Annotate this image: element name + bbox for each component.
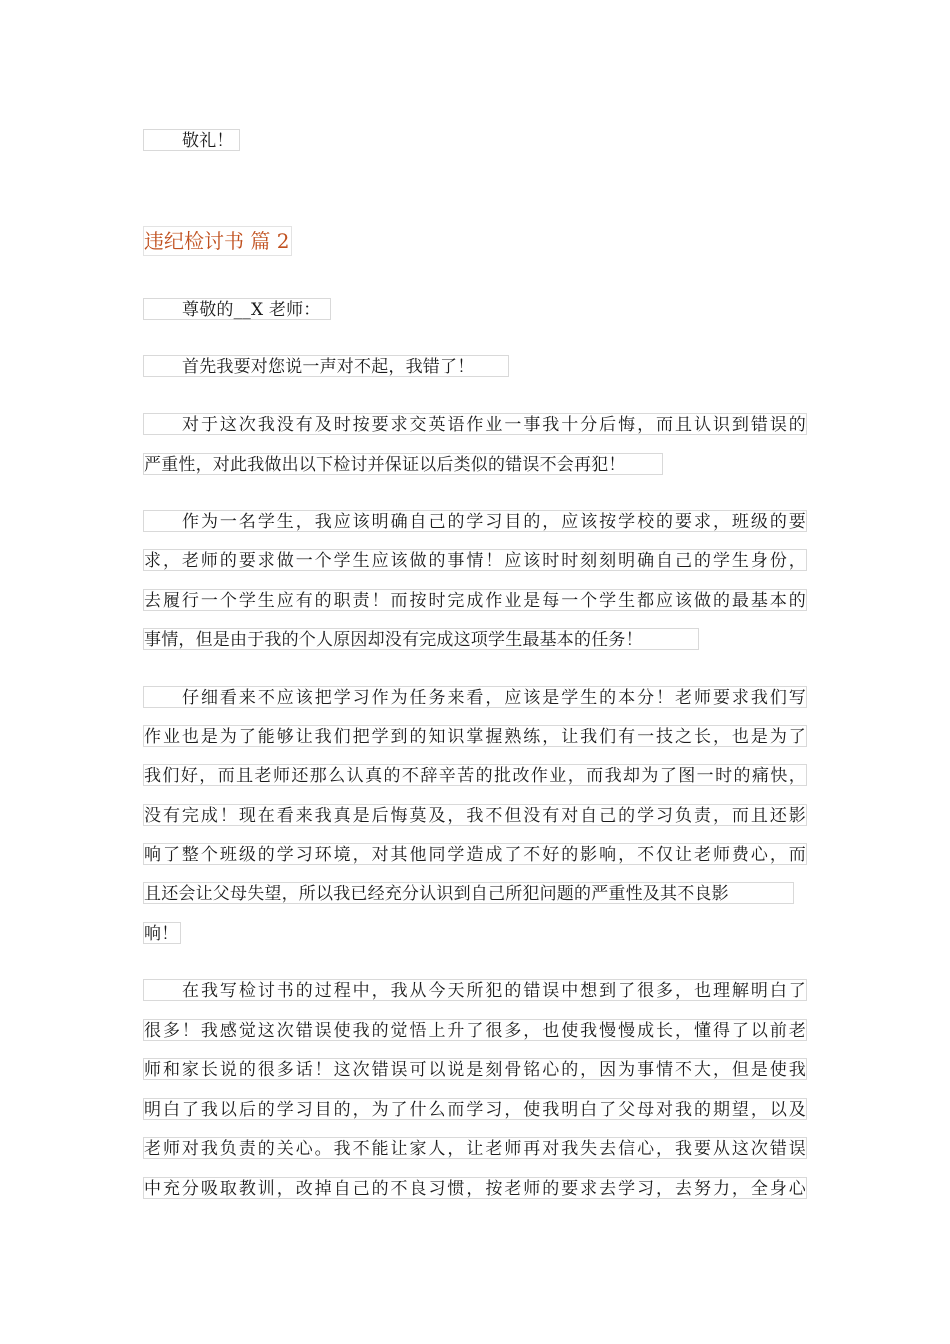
text-line: 对于这次我没有及时按要求交英语作业一事我十分后悔，而且认识到错误的 [143,413,807,435]
text-line: 响！ [143,922,181,944]
section-title: 违纪检讨书 篇 2 [143,226,292,256]
text-line: 且还会让父母失望，所以我已经充分认识到自己所犯问题的严重性及其不良影 [143,882,794,904]
text-line: 响了整个班级的学习环境，对其他同学造成了不好的影响，不仅让老师费心，而 [144,845,806,865]
text-line: 没有完成！现在看来我真是后悔莫及，我不但没有对自己的学习负责，而且还影 [144,806,806,826]
text-line: 事情，但是由于我的个人原因却没有完成这项学生最基本的任务！ [143,628,699,650]
text-line: 在我写检讨书的过程中，我从今天所犯的错误中想到了很多，也理解明白了 [143,979,807,1001]
text-line: 老师对我负责的关心。我不能让家人，让老师再对我失去信心，我要从这次错误 [144,1139,806,1159]
text-line: 明白了我以后的学习目的，为了什么而学习，使我明白了父母对我的期望，以及 [144,1100,806,1120]
text-line: 去履行一个学生应有的职责！而按时完成作业是每一个学生都应该做的最基本的 [144,591,806,611]
text-line: 中充分吸取教训，改掉自己的不良习惯，按老师的要求去学习，去努力，全身心 [144,1179,806,1199]
text-line: 很多！我感觉这次错误使我的觉悟上升了很多，也使我慢慢成长，懂得了以前老 [144,1021,806,1041]
text-line: 仔细看来不应该把学习作为任务来看，应该是学生的本分！老师要求我们写 [143,686,807,708]
text-line: 求，老师的要求做一个学生应该做的事情！应该时时刻刻明确自己的学生身份， [144,551,806,571]
text-line: 师和家长说的很多话！这次错误可以说是刻骨铭心的，因为事情不大，但是使我 [144,1060,806,1080]
text-line: 作为一名学生，我应该明确自己的学习目的，应该按学校的要求，班级的要 [143,510,807,532]
text-line: 严重性，对此我做出以下检讨并保证以后类似的错误不会再犯！ [143,453,663,475]
closing-line: 敬礼！ [143,129,240,151]
salutation-line: 尊敬的__X 老师： [143,298,331,320]
text-line: 作业也是为了能够让我们把学到的知识掌握熟练，让我们有一技之长，也是为了 [144,727,806,747]
text-line: 首先我要对您说一声对不起，我错了！ [143,355,509,377]
text-line: 我们好，而且老师还那么认真的不辞辛苦的批改作业，而我却为了图一时的痛快， [144,766,806,786]
